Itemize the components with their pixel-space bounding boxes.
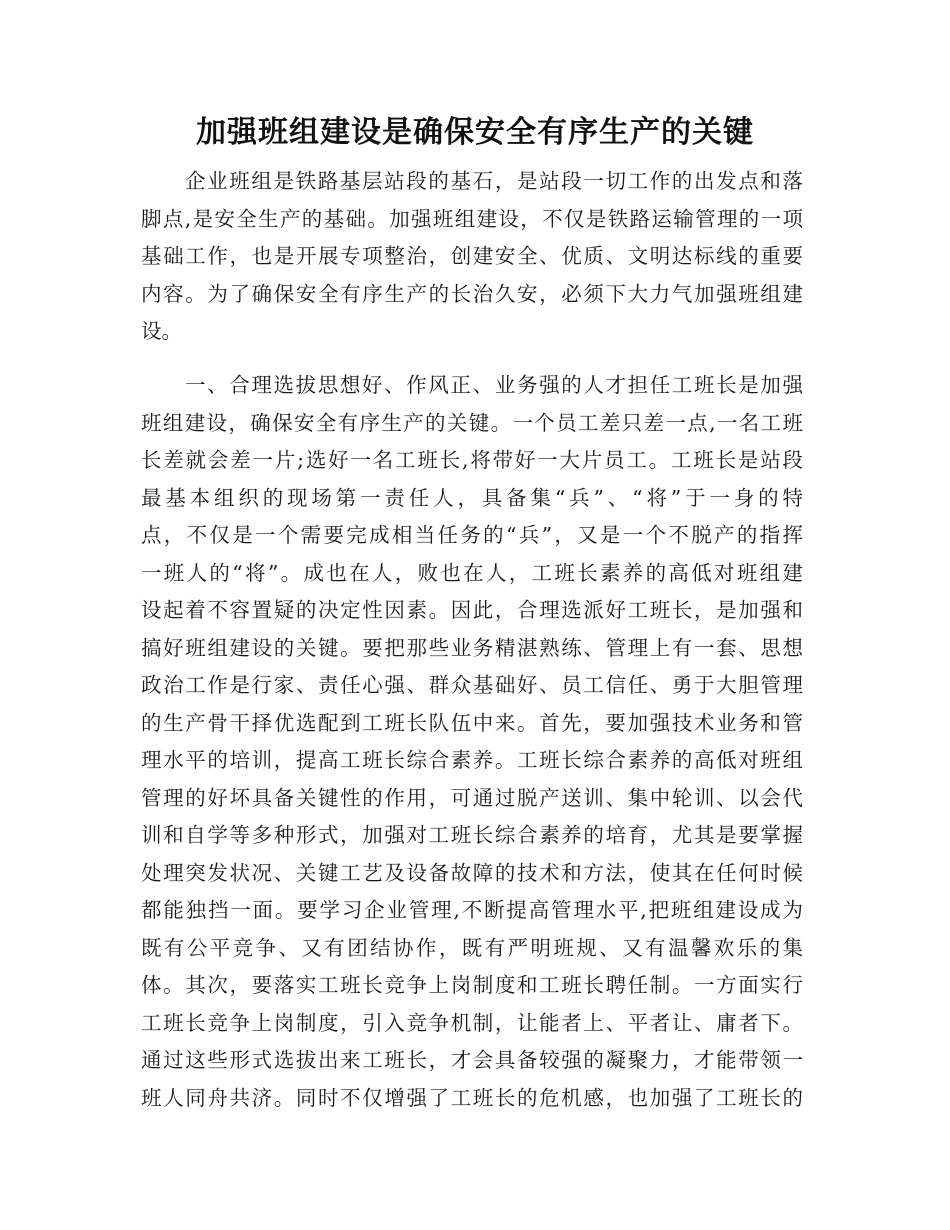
- text-line: 搞好班组建设的关键。要把那些业务精湛熟练、管理上有一套、思想: [141, 635, 803, 660]
- text-line: 一班人的“将”。成也在人，败也在人，工班长素养的高低对班组建: [141, 560, 803, 585]
- text-line: 设起着不容置疑的决定性因素。因此，合理选派好工班长，是加强和: [141, 598, 803, 622]
- text-line: 理水平的培训，提高工班长综合素养。工班长综合素养的高低对班组: [141, 748, 803, 772]
- text-line: 政治工作是行家、责任心强、群众基础好、员工信任、勇于大胆管理: [141, 673, 803, 697]
- text-line: 的生产骨干择优选配到工班长队伍中来。首先，要加强技术业务和管: [141, 710, 803, 735]
- document-title: 加强班组建设是确保安全有序生产的关键: [196, 115, 754, 150]
- text-line: 都能独挡一面。要学习企业管理,不断提高管理水平,把班组建设成为: [141, 898, 803, 922]
- text-line: 脚点,是安全生产的基础。加强班组建设，不仅是铁路运输管理的一项: [141, 206, 803, 231]
- text-line: 内容。为了确保安全有序生产的长治久安，必须下大力气加强班组建: [141, 281, 803, 306]
- text-line: 企业班组是铁路基层站段的基石，是站段一切工作的出发点和落: [185, 169, 803, 193]
- text-line: 基础工作，也是开展专项整治，创建安全、优质、文明达标线的重要: [141, 244, 803, 268]
- text-line: 班人同舟共济。同时不仅增强了工班长的危机感，也加强了工班长的: [141, 1085, 803, 1110]
- paragraph-section-1: [141, 367, 803, 1117]
- text-line: 工班长竞争上岗制度，引入竞争机制，让能者上、平者让、庸者下。: [141, 1010, 803, 1035]
- text-line: 班组建设，确保安全有序生产的关键。一个员工差只差一点,一名工班: [141, 410, 803, 435]
- text-line: 通过这些形式选拔出来工班长，才会具备较强的凝聚力，才能带领一: [141, 1048, 803, 1072]
- text-line: 长差就会差一片;选好一名工班长,将带好一大片员工。工班长是站段: [141, 448, 803, 472]
- text-line: 一、合理选拔思想好、作风正、业务强的人才担任工班长是加强: [185, 373, 803, 397]
- text-line: 既有公平竞争、又有团结协作，既有严明班规、又有温馨欢乐的集: [141, 935, 803, 960]
- text-line: 点，不仅是一个需要完成相当任务的“兵”，又是一个不脱产的指挥: [141, 523, 803, 547]
- text-line: 最基本组织的现场第一责任人，具备集“兵”、“将”于一身的特: [141, 485, 803, 510]
- text-line: 管理的好坏具备关键性的作用，可通过脱产送训、集中轮训、以会代: [141, 785, 803, 810]
- text-line: 处理突发状况、关键工艺及设备故障的技术和方法，使其在任何时候: [141, 860, 803, 885]
- text-line: 训和自学等多种形式，加强对工班长综合素养的培育，尤其是要掌握: [141, 823, 803, 847]
- paragraph-intro: [141, 163, 803, 351]
- text-line: 体。其次，要落实工班长竞争上岗制度和工班长聘任制。一方面实行: [141, 973, 803, 997]
- text-line: 设。: [141, 319, 182, 343]
